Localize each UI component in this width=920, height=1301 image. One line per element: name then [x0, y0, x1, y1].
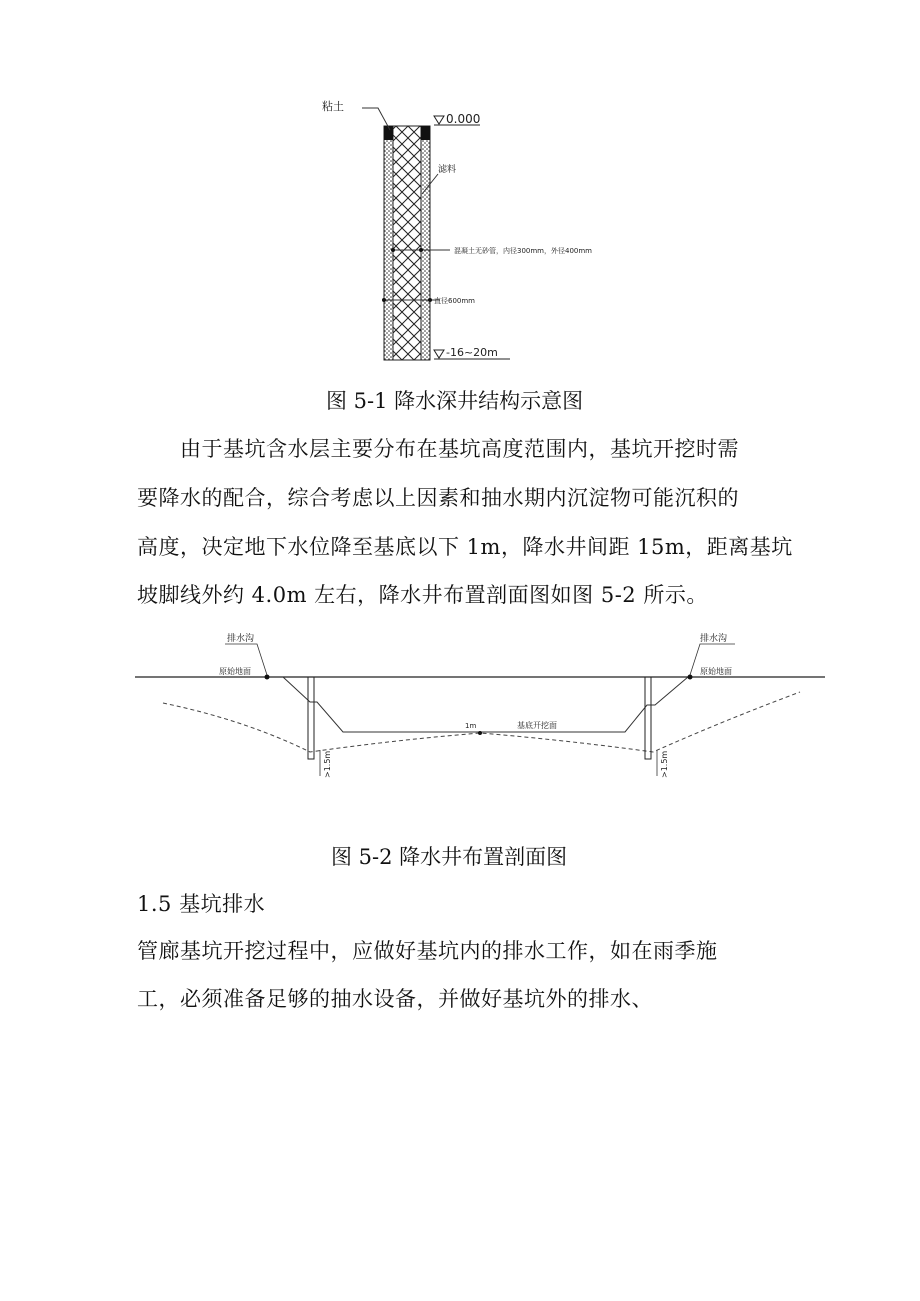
label-ground-left: 原始地面	[219, 667, 251, 676]
ditch-right	[688, 675, 693, 680]
drawdown-curve	[163, 692, 800, 752]
well-structure-diagram	[300, 90, 592, 370]
label-gt5-left: >1.5m	[323, 750, 332, 778]
excavation-profile	[283, 677, 688, 732]
label-filter: 滤料	[438, 165, 457, 175]
well-right	[645, 677, 651, 759]
label-ground-right: 原始地面	[700, 667, 732, 676]
paragraph1-line2: 要降水的配合，综合考虑以上因素和抽水期内沉淀物可能沉积的	[137, 486, 739, 510]
section-line2: 工，必须准备足够的抽水设备，并做好基坑外的排水、	[137, 987, 653, 1011]
well-left	[308, 677, 314, 759]
figure1-caption: 图 5-1 降水深井结构示意图	[326, 389, 584, 413]
section-line1: 管廊基坑开挖过程中，应做好基坑内的排水工作，如在雨季施	[137, 939, 718, 963]
label-ditch-left: 排水沟	[227, 634, 255, 644]
section-heading: 1.5 基坑排水	[137, 892, 266, 916]
figure2-caption: 图 5-2 降水井布置剖面图	[331, 845, 568, 869]
paragraph1-line4: 坡脚线外约 4.0m 左右，降水井布置剖面图如图 5-2 所示。	[137, 583, 708, 607]
label-gt5-right: >1.5m	[660, 750, 669, 778]
dewatering-section-diagram	[135, 630, 825, 780]
clay-plug-right	[421, 126, 430, 140]
paragraph1-line3: 高度，决定地下水位降至基底以下 1m，降水井间距 15m，距离基坑	[137, 535, 793, 559]
label-1m: 1m	[465, 722, 477, 730]
label-diameter: 直径600mm	[434, 297, 475, 305]
label-excavation: 基底开挖面	[517, 721, 557, 730]
label-pipe: 混凝土无砂管，内径300mm，外径400mm	[454, 247, 592, 255]
label-bottom-elev: -16~20m	[446, 346, 498, 359]
well-pipe	[393, 126, 421, 360]
label-ditch-right: 排水沟	[700, 634, 728, 644]
label-top-elev: 0.000	[446, 112, 481, 126]
paragraph1-line1: 由于基坑含水层主要分布在基坑高度范围内，基坑开挖时需	[180, 437, 739, 461]
ditch-left	[265, 675, 270, 680]
label-clay: 粘土	[322, 100, 344, 113]
